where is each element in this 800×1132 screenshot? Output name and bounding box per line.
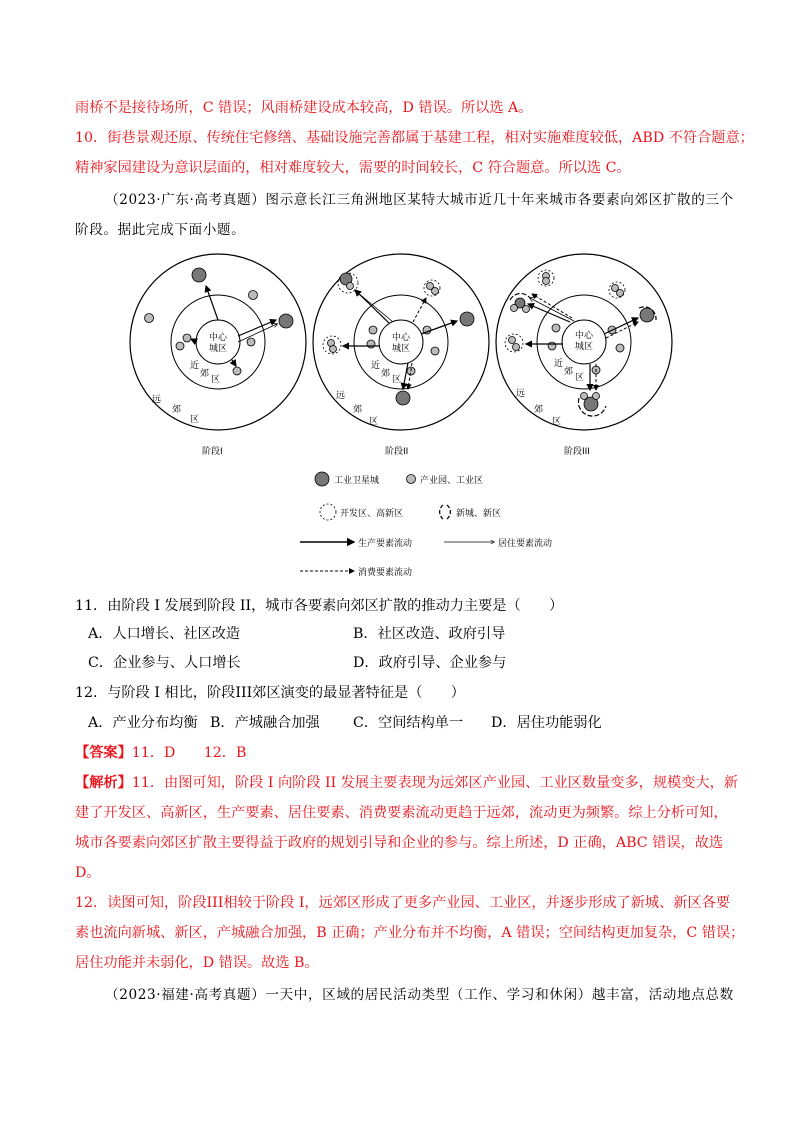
analysis-line-2: 建了开发区、高新区，生产要素、居住要素、消费要素流动更趋于远郊，流动更为频繁。综上分析可知，	[75, 805, 728, 821]
analysis-line-3: 城市各要素向郊区扩散主要得益于政府的规划引导和企业的参与。综上所述，D 正确，ABC 错误，故选	[75, 835, 724, 851]
stage-3-label: 阶段III	[564, 447, 590, 457]
near-label-1c: 区	[211, 375, 221, 385]
analysis-line-7: 居住功能并未弱化，D 错误。故选 B。	[75, 955, 319, 971]
analysis-line-5: 12．读图可知，阶段III相较于阶段 I，远郊区形成了更多产业园、工业区，并逐步形成了新城、新区各要	[75, 895, 731, 911]
legend-industrial-label: 产业园、工业区	[420, 476, 484, 486]
stage-2-diagram	[313, 254, 489, 457]
legend-satellite-label: 工业卫星城	[334, 476, 380, 486]
question-intro-line-2: 阶段。据此完成下面小题。	[75, 222, 246, 238]
q12-stem: 12．与阶段 I 相比，阶段III郊区演变的最显著特征是（ ）	[75, 685, 465, 701]
near-label-3c: 区	[575, 373, 585, 383]
q10-answer-line-1: 10．街巷景观还原、传统住宅修缮、基础设施完善都属于基建工程，相对实施难度较低，ABD 不符合题意；	[75, 130, 754, 146]
answer-label: 【答案】	[75, 745, 132, 761]
q11-option-b[interactable]: B．社区改造、政府引导	[353, 626, 506, 642]
near-label-2c: 区	[392, 375, 402, 385]
legend-production-label: 生产要素流动	[358, 539, 413, 549]
legend-newtown-label: 新城、新区	[456, 509, 502, 519]
stage-1-diagram	[130, 254, 306, 457]
q11-stem: 11．由阶段 I 发展到阶段 II，城市各要素向郊区扩散的推动力主要是（ ）	[75, 598, 564, 614]
q12-option-a[interactable]: A．产业分布均衡	[88, 715, 198, 731]
urban-diffusion-figure	[120, 248, 680, 588]
q11-option-c[interactable]: C．企业参与、人口增长	[88, 655, 241, 671]
analysis-line-1	[75, 773, 738, 793]
near-label-3b: 郊	[564, 367, 574, 377]
near-label-1b: 郊	[200, 369, 210, 379]
prev-answer-line: 雨桥不是接待场所，C 错误；风雨桥建设成本较高，D 错误。所以选 A。	[75, 100, 533, 116]
answer-text: 11．D 12．B	[131, 745, 247, 761]
far-label-2a: 远	[336, 391, 346, 401]
far-label-1b: 郊	[172, 405, 182, 415]
figure-legend	[300, 472, 552, 578]
analysis-text-1: 11．由图可知，阶段 I 向阶段 II 发展主要表现为远郊区产业园、工业区数量变多，规模变大，新	[131, 775, 738, 791]
legend-residence-label: 居住要素流动	[498, 539, 553, 549]
q10-answer-line-2: 精神家园建设为意识层面的，相对难度较大，需要的时间较长，C 符合题意。所以选 C。	[75, 160, 631, 176]
stage-3-diagram	[496, 254, 672, 457]
near-label-2b: 郊	[381, 369, 391, 379]
far-label-2c: 区	[369, 417, 379, 427]
legend-devzone-label: 开发区、高新区	[340, 509, 404, 519]
answer-line	[75, 743, 246, 763]
q12-option-c[interactable]: C．空间结构单一	[353, 715, 464, 731]
center-label-1a: 中心	[208, 333, 228, 343]
center-label-1b: 城区	[208, 344, 228, 354]
q11-option-d[interactable]: D．政府引导、企业参与	[353, 655, 507, 671]
center-label-3a: 中心	[574, 331, 594, 341]
center-label-3b: 城区	[574, 342, 594, 352]
q12-option-d[interactable]: D．居住功能弱化	[491, 715, 602, 731]
question-intro-line-1: （2023·广东·高考真题）图示意长江三角洲地区某特大城市近几十年来城市各要素向郊区扩散的三个	[105, 192, 734, 208]
center-label-2b: 城区	[391, 344, 411, 354]
legend-consumption-label: 消费要素流动	[358, 568, 413, 578]
far-label-3a: 远	[516, 389, 526, 399]
stage-2-label: 阶段II	[385, 447, 409, 457]
far-label-2b: 郊	[353, 405, 363, 415]
analysis-line-4: D。	[75, 865, 101, 881]
far-label-1c: 区	[190, 415, 200, 425]
analysis-line-6: 素也流向新城、新区，产城融合加强，B 正确；产业分布并不均衡，A 错误；空间结构更加复杂，C 错误；	[75, 925, 745, 941]
near-label-1a: 近	[190, 361, 200, 371]
analysis-label: 【解析】	[75, 775, 132, 791]
near-label-3a: 近	[554, 359, 564, 369]
stage-1-label: 阶段I	[202, 447, 223, 457]
q12-option-b[interactable]: B．产城融合加强	[210, 715, 320, 731]
far-label-1a: 远	[152, 395, 162, 405]
far-label-3b: 郊	[534, 405, 544, 415]
q11-option-a[interactable]: A．人口增长、社区改造	[88, 626, 241, 642]
near-label-2a: 近	[371, 361, 381, 371]
next-question-intro: （2023·福建·高考真题）一天中，区域的居民活动类型（工作、学习和休闲）越丰富，活动地点总数	[105, 987, 734, 1003]
far-label-3c: 区	[552, 417, 562, 427]
center-label-2a: 中心	[391, 333, 411, 343]
